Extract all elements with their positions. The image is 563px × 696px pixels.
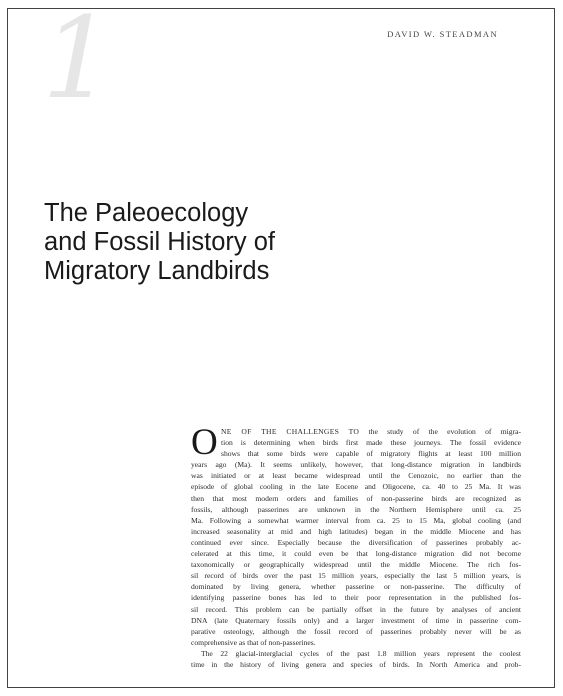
- lead-in-rest: the study of the evolution of migra-: [368, 427, 521, 436]
- body-line: celerated at this time, it could even be that long-distance migration did not become: [191, 549, 521, 559]
- drop-cap: O: [191, 422, 218, 463]
- body-line: tion is determining when birds first made these journeys. The fossil evidence: [221, 438, 521, 448]
- body-text: [191, 422, 521, 670]
- body-line: then that most modern orders and families of non-passerine birds are recognized as: [191, 493, 521, 503]
- body-line: time in the history of living genera and species of birds. In North America and prob-: [191, 659, 521, 669]
- body-line: comprehensive as that of non-passerines.: [191, 637, 316, 647]
- body-line: dominated by living genera, whether passerine or non-passerine. The difficulty of: [191, 582, 521, 592]
- lead-in: NE OF THE CHALLENGES TO: [221, 427, 360, 436]
- body-line: identifying passerine bones has led to their poor representation in the published fos-: [191, 593, 521, 603]
- book-page: [7, 8, 555, 688]
- chapter-number: 1: [42, 8, 114, 124]
- body-line: was initiated or at least became widespread until the Cenozoic, no earlier than the: [191, 471, 521, 481]
- title-line: Migratory Landbirds: [44, 257, 270, 285]
- body-line: sil record. This problem can be partially offset in the future by analyses of ancient: [191, 604, 521, 614]
- body-line: sil record of birds over the past 15 million years, especially the last 5 million years, is: [191, 571, 521, 581]
- body-line: taxonomically or geographically widespread until the middle Miocene. The rich fos-: [191, 560, 521, 570]
- body-line: parative osteology, although the fossil record of passerines probably never will be as: [191, 626, 521, 636]
- body-line: episode of global cooling in the late Eocene and Oligocene, ca. 40 to 25 Ma. It was: [191, 482, 521, 492]
- body-line: DNA (late Quaternary fossils only) and a larger investment of time in passerine com-: [191, 615, 521, 625]
- body-line: continued ever since. Especially because the diversification of passerines probably ac-: [191, 537, 521, 547]
- title-line: The Paleoecology: [44, 199, 249, 227]
- body-line: shows that some birds were capable of migratory flights at least 100 million: [221, 449, 521, 459]
- body-line: The 22 glacial-interglacial cycles of the past 1.8 million years represent the coolest: [201, 648, 521, 658]
- chapter-title: [44, 199, 275, 286]
- author-name: DAVID W. STEADMAN: [387, 29, 498, 39]
- body-line: years ago (Ma). It seems unlikely, however, that long-distance migration in landbirds: [191, 460, 521, 470]
- title-line: and Fossil History of: [44, 228, 275, 256]
- body-line: [191, 426, 521, 437]
- body-line: Ma. Following a somewhat warmer interval from ca. 25 to 15 Ma, global cooling (and: [191, 515, 521, 525]
- body-line: fossils, although passerines are unknown in the Northern Hemisphere until ca. 25: [191, 504, 521, 514]
- body-line: increased seasonality at mid and high latitudes) began in the middle Miocene and has: [191, 526, 521, 536]
